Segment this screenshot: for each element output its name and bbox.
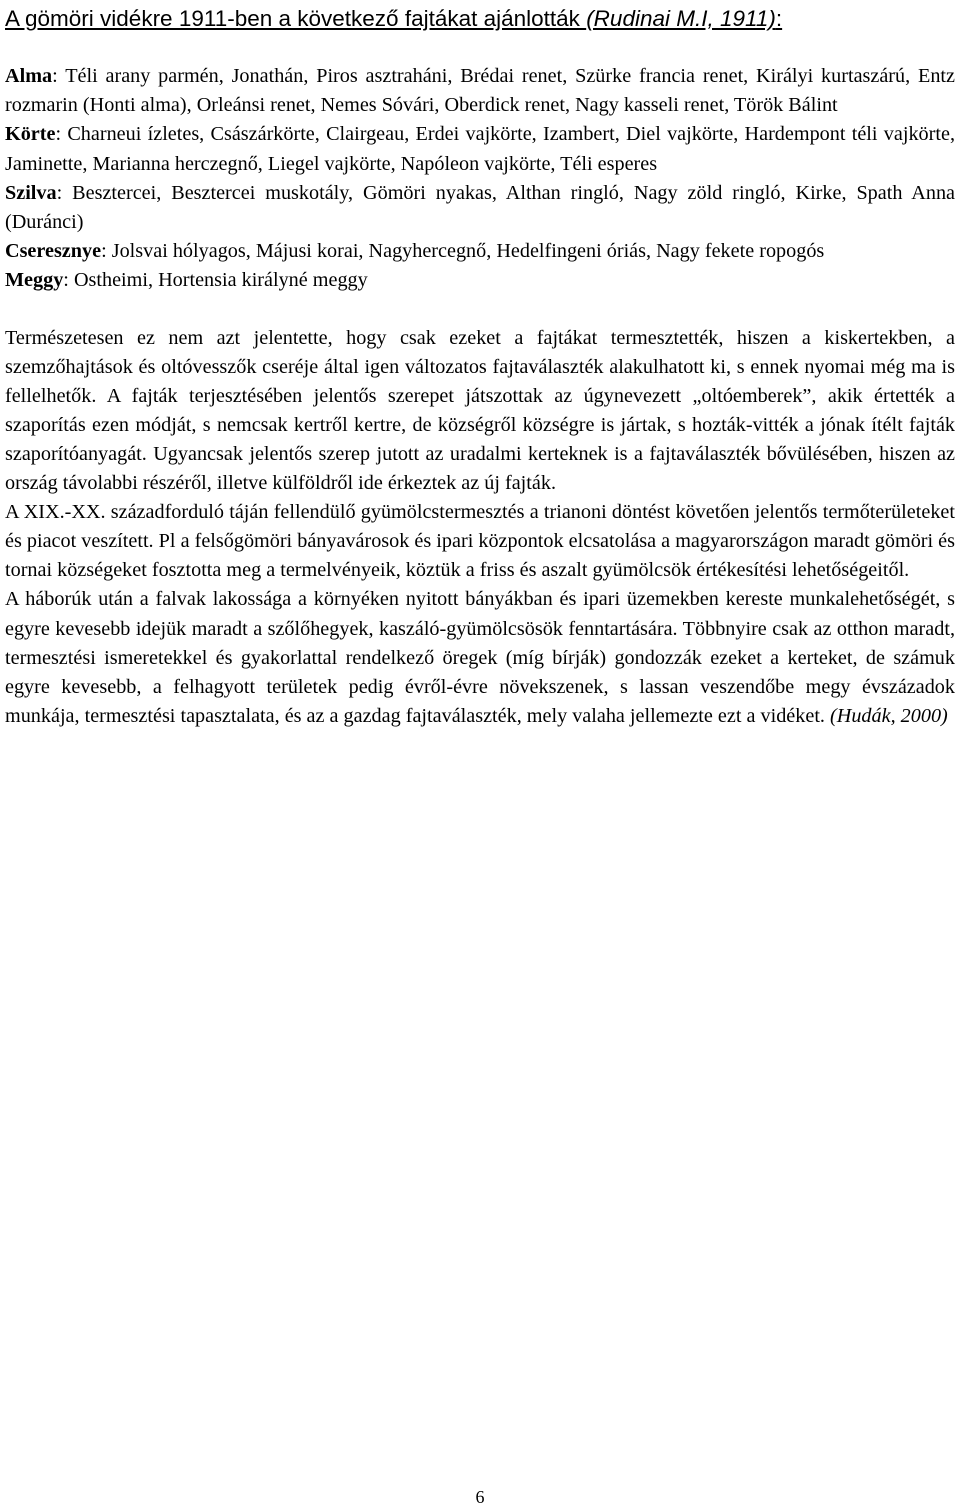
fruit-name: Meggy [5, 269, 64, 292]
title-suffix: : [775, 6, 783, 31]
document-page [5, 0, 955, 731]
body-text [5, 324, 955, 731]
paragraph: A XIX.-XX. századforduló táján fellendülő gyümölcstermesztés a trianoni döntést követően jelentős termőterületeket és piacot veszített. Pl a felsőgömöri bányavárosok és ipari központok elcsatolása a magyarországon maradt gömöri és tornai községeket fosztotta meg a termelvényeik, köztük a friss és aszalt gyümölcsök értékesítési lehetőségeitől. [5, 501, 955, 582]
fruit-separator: : [52, 65, 66, 87]
fruit-varieties: Charneui ízletes, Császárkörte, Clairgeau, Erdei vajkörte, Izambert, Diel vajkörte, Hardempont téli vajkörte, Jaminette, Marianna herczegnő, Liegel vajkörte, Napóleon vajkörte, Téli esperes [5, 123, 955, 175]
fruit-entry-meggy [5, 266, 955, 295]
title-citation: (Rudinai M.I, 1911) [586, 6, 776, 31]
fruit-varieties: Besztercei, Besztercei muskotály, Gömöri nyakas, Althan ringló, Nagy zöld ringló, Kirke, Spath Anna (Duránci) [5, 181, 956, 234]
fruit-entry-szilva [5, 179, 955, 237]
paragraph-text: A háborúk után a falvak lakossága a környéken nyitott bányákban és ipari üzemekben kereste munkalehetőségét, s egyre kevesebb idejük maradt a szőlőhegyek, kaszáló-gyümölcsösök fenntartására. Többnyire csak az otthon maradt, termesztési ismeretekkel és gyakorlattal rendelkező öregek (míg bírják) gondozzák ezeket a kerteket, de számuk egyre kevesebb, a felhagyott területek pedig évről-évre növekszenek, s lassan veszendőbe megy évszázadok munkája, termesztési tapasztalata, és az a gazdag fajtaválaszték, mely valaha jellemezte ezt a vidéket. [5, 588, 955, 727]
fruit-entry-korte [5, 120, 955, 178]
fruit-separator: : [56, 181, 73, 204]
page-number: 6 [475, 1487, 485, 1507]
fruit-entry-alma [5, 62, 955, 120]
paragraph: Természetesen ez nem azt jelentette, hogy csak ezeket a fajtákat termesztették, hiszen a kiskertekben, a szemzőhajtások és oltóvesszők cseréje által igen változatos fajtaválaszték alakulhatott ki, s ennek nyomai még ma is fellelhetők. A fajták terjesztésében jelentős szerepet játszottak az úgynevezett „oltóemberek”, akik értették a szaporítás ezen módját, s nemcsak kertről kertre, de községről községre is jártak, s hozták-vitték a jónak ítélt fajták szaporítóanyagát. Ugyancsak jelentős szerep jutott az uradalmi kerteknek is a fajtaválaszték bővülésében, hiszen az ország távolabbi részéről, illetve külföldről ide érkeztek az új fajták. [5, 326, 955, 495]
fruit-varieties: Téli arany parmén, Jonathán, Piros asztraháni, Brédai renet, Szürke francia renet, Királyi kurtaszárú, Entz rozmarin (Honti alma), Orleánsi renet, Nemes Sóvári, Oberdick renet, Nagy kasseli renet, Török Bálint [5, 65, 955, 117]
citation: (Hudák, 2000) [830, 704, 948, 727]
paragraph-with-citation [5, 585, 955, 730]
title-text: A gömöri vidékre 1911-ben a következő fajtákat ajánlották [5, 6, 587, 31]
section-title [5, 4, 955, 34]
fruit-name: Cseresznye [5, 240, 102, 263]
fruit-separator: : [55, 123, 68, 146]
fruit-name: Körte [5, 123, 56, 146]
fruit-separator: : [101, 240, 112, 263]
fruit-variety-list [5, 62, 955, 296]
fruit-varieties: Ostheimi, Hortensia királyné meggy [73, 269, 368, 292]
fruit-varieties: Jolsvai hólyagos, Májusi korai, Nagyhercegnő, Hedelfingeni óriás, Nagy fekete ropogós [111, 240, 825, 263]
fruit-name: Szilva [5, 181, 57, 204]
fruit-entry-cseresznye [5, 237, 955, 266]
fruit-name: Alma [5, 65, 53, 87]
fruit-separator: : [63, 269, 74, 292]
